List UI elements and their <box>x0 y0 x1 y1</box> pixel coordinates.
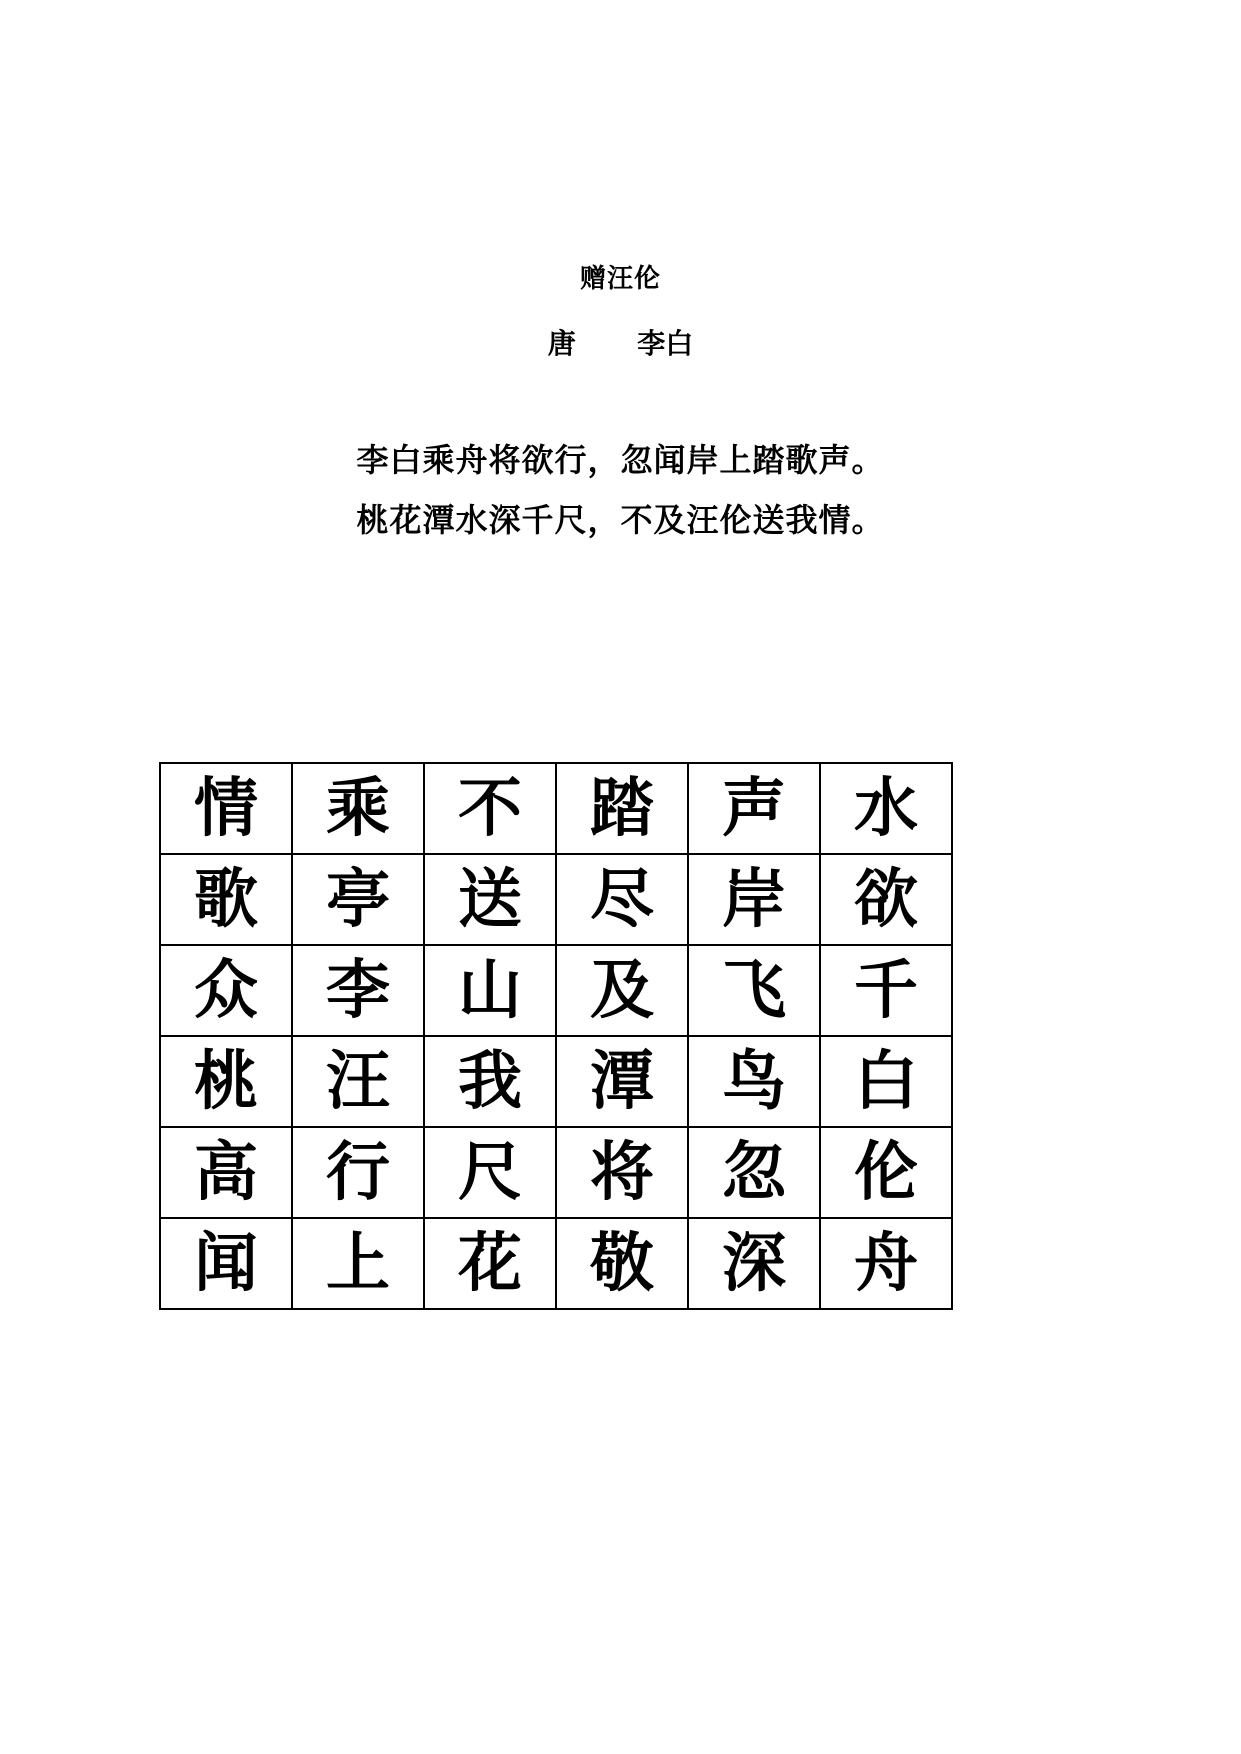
grid-cell: 尺 <box>424 1127 556 1218</box>
table-row <box>160 1218 952 1309</box>
byline-dynasty: 唐 <box>547 327 576 360</box>
grid-cell: 尽 <box>556 854 688 945</box>
grid-cell: 亭 <box>292 854 424 945</box>
grid-cell: 花 <box>424 1218 556 1309</box>
grid-cell: 声 <box>688 763 820 854</box>
table-row <box>160 1036 952 1127</box>
grid-cell: 李 <box>292 945 424 1036</box>
grid-cell: 汪 <box>292 1036 424 1127</box>
character-practice-grid <box>159 762 953 1310</box>
grid-cell: 众 <box>160 945 292 1036</box>
grid-cell: 水 <box>820 763 952 854</box>
grid-cell: 高 <box>160 1127 292 1218</box>
grid-cell: 舟 <box>820 1218 952 1309</box>
grid-cell: 及 <box>556 945 688 1036</box>
table-row <box>160 763 952 854</box>
grid-cell: 忽 <box>688 1127 820 1218</box>
grid-cell: 白 <box>820 1036 952 1127</box>
grid-cell: 闻 <box>160 1218 292 1309</box>
grid-cell: 我 <box>424 1036 556 1127</box>
grid-cell: 乘 <box>292 763 424 854</box>
grid-cell: 踏 <box>556 763 688 854</box>
grid-cell: 深 <box>688 1218 820 1309</box>
grid-cell: 行 <box>292 1127 424 1218</box>
table-row <box>160 854 952 945</box>
grid-cell: 飞 <box>688 945 820 1036</box>
poem-body <box>0 430 1241 550</box>
grid-cell: 敬 <box>556 1218 688 1309</box>
page-title: 赠汪伦 <box>579 264 661 294</box>
poem-line: 李白乘舟将欲行，忽闻岸上踏歌声。 <box>356 441 885 479</box>
grid-cell: 上 <box>292 1218 424 1309</box>
grid-cell: 歌 <box>160 854 292 945</box>
poem-line: 桃花潭水深千尺，不及汪伦送我情。 <box>356 501 885 539</box>
grid-cell: 情 <box>160 763 292 854</box>
byline-author: 李白 <box>637 327 694 360</box>
table-row <box>160 1127 952 1218</box>
grid-cell: 岸 <box>688 854 820 945</box>
grid-cell: 山 <box>424 945 556 1036</box>
byline <box>0 322 1241 362</box>
grid-cell: 送 <box>424 854 556 945</box>
grid-cell: 千 <box>820 945 952 1036</box>
grid-cell: 欲 <box>820 854 952 945</box>
grid-cell: 潭 <box>556 1036 688 1127</box>
grid-cell: 鸟 <box>688 1036 820 1127</box>
table-row <box>160 945 952 1036</box>
grid-cell: 桃 <box>160 1036 292 1127</box>
grid-cell: 伦 <box>820 1127 952 1218</box>
grid-cell: 不 <box>424 763 556 854</box>
grid-cell: 将 <box>556 1127 688 1218</box>
